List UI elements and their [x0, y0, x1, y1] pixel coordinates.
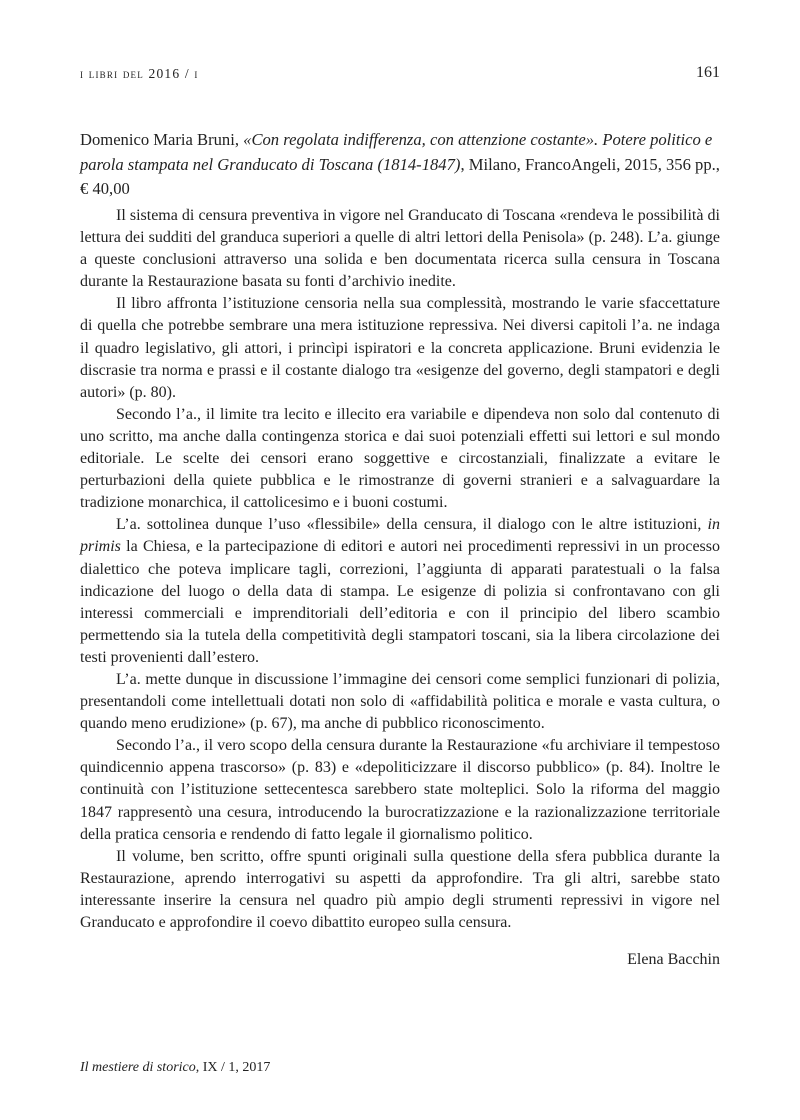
paragraph-italic: in primis: [80, 516, 720, 556]
reviewer-signature: Elena Bacchin: [627, 951, 720, 968]
page-footer: [80, 1060, 270, 1076]
running-head: i libri del 2016 / i: [80, 66, 199, 81]
paragraph: Il sistema di censura preventiva in vigore nel Granducato di Toscana «rendeva le possibilità di lettura dei sudditi del granduca superiori a quelle di altri lettori della Penisola» (p. 248). L’a. giunge a queste conclusioni attraverso una solida e ben documentata ricerca sulla censura in Toscana durante la Restaurazione basata su fonti d’archivio inedite.: [80, 207, 720, 291]
paragraph: Secondo l’a., il vero scopo della censura durante la Restaurazione «fu archiviare il tempestoso quindicennio appena trascorso» (p. 83) e «depoliticizzare il discorso pubblico» (p. 84). Inoltre le continuità con l’istituzione settecentesca sarebbero state molteplici. Solo la riforma del maggio 1847 rappresentò una cesura, introducendo la burocratizzazione e la razionalizzazione territoriale della pratica censoria e rendendo di fatto legale il giornalismo politico.: [80, 737, 720, 843]
paragraph: Il volume, ben scritto, offre spunti originali sulla questione della sfera pubblica durante la Restaurazione, aprendo interrogativi su aspetti da approfondire. Tra gli altri, sarebbe stato interessante inserire la censura nel quadro più ampio degli strumenti repressivi in vigore nel Granducato e approfondire il coevo dibattito europeo sulla censura.: [80, 847, 720, 931]
footer-issue: , IX / 1, 2017: [195, 1060, 271, 1075]
citation-title: «Con regolata indifferenza, con attenzione costante». Potere politico e parola stampata nel Granducato di Toscana (1814-1847): [80, 130, 713, 174]
paragraph: [80, 514, 720, 669]
paragraph: Il libro affronta l’istituzione censoria nella sua complessità, mostrando le varie sfaccettature di quella che potrebbe sembrare una mera istituzione repressiva. Nei diversi capitoli l’a. ne indaga il quadro legislativo, gli attori, i princìpi ispiratori e la concreta applicazione. Bruni evidenzia le discrasie tra norma e prassi e il costante dialogo tra «esigenze del governo, degli stampatori e degli autori» (p. 80).: [80, 295, 720, 401]
paragraph-text: L’a. sottolinea dunque l’uso «flessibile» della censura, il dialogo con le altre istituzioni,: [116, 516, 708, 534]
paragraph: L’a. mette dunque in discussione l’immagine dei censori come semplici funzionari di polizia, presentandoli come intellettuali dotati non solo di «affidabilità politica e morale e vasta cultura, o quando meno erudizione» (p. 67), ma anche di pubblico riconoscimento.: [80, 670, 720, 733]
book-citation: [80, 128, 728, 202]
paragraph-text: la Chiesa, e la partecipazione di editori e autori nei procedimenti repressivi in un processo dialettico che poteva implicare tagli, correzioni, l’aggiunta di apparati paratestuali o la falsa indicazione del luogo o della data di stampa. Le esigenze di polizia si confrontavano con gli interessi commerciali e imprenditoriali dell’editoria e con il principio del libero scambio permettendo sia la tutela della competitività degli stampatori toscani, sia la libera circolazione dei testi provenienti dall’estero.: [80, 538, 720, 666]
footer-journal: Il mestiere di storico: [80, 1060, 196, 1075]
citation-publication: , Milano, FrancoAngeli, 2015, 356 pp., € 40,00: [80, 154, 720, 198]
review-body: [80, 205, 720, 934]
paragraph: Secondo l’a., il limite tra lecito e illecito era variabile e dipendeva non solo dal contenuto di uno scritto, ma anche dalla contingenza storica e dai suoi potenziali effetti sui lettori e sul mondo editoriale. Le scelte dei censori erano soggettive e circostanziali, finalizzate a evitare le perturbazioni della quiete pubblica e le rimostranze di governi stranieri e a salvaguardare la tradizione monarchica, il cattolicesimo e i buoni costumi.: [80, 405, 720, 512]
page-number: 161: [696, 64, 720, 81]
citation-author: Domenico Maria Bruni,: [80, 130, 244, 149]
